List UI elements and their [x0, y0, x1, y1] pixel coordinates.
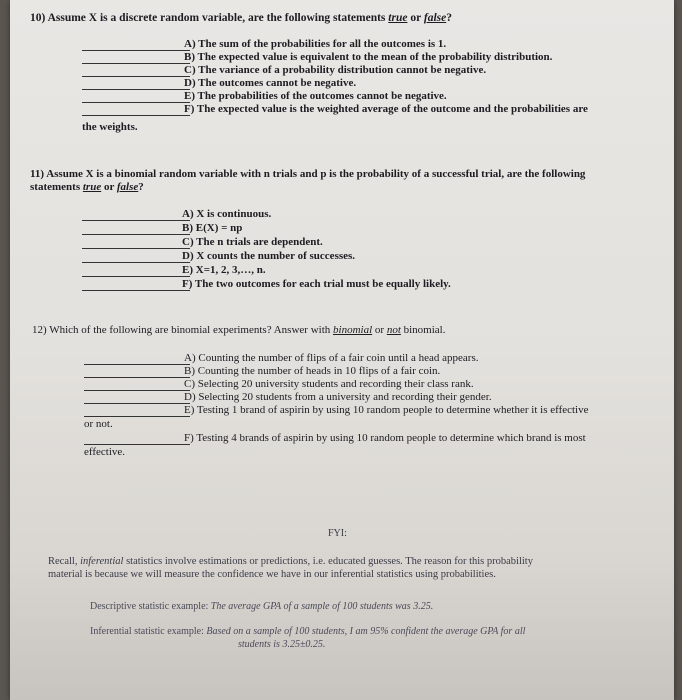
- answer-blank-10a[interactable]: [82, 50, 190, 51]
- option-10f-continuation: the weights.: [82, 121, 138, 133]
- option-10b: B) The expected value is equivalent to the mean of the probability distribution.: [184, 51, 553, 63]
- option-12e: E) Testing 1 brand of aspirin by using 10 random people to determine whether it is effective: [184, 404, 589, 416]
- recall-text: statistics involve estimations or predictions, i.e. educated guesses. The reason for this probability: [123, 556, 533, 567]
- statements-word: statements: [30, 181, 83, 193]
- or-word: or: [372, 324, 387, 336]
- inferential-text: Based on a sample of 100 students, I am 95% confident the average GPA for all: [206, 626, 526, 637]
- option-11b: B) E(X) = np: [182, 222, 243, 234]
- true-word: true: [388, 12, 408, 24]
- option-10d: D) The outcomes cannot be negative.: [184, 77, 357, 89]
- not-word: not: [386, 324, 401, 336]
- binomial-word-end: binomial.: [400, 324, 446, 336]
- inferential-label: Inferential statistic example:: [90, 626, 204, 637]
- descriptive-example: [90, 601, 433, 612]
- question-10-text: 10) Assume X is a discrete random variable, are the following statements: [30, 12, 389, 24]
- question-12-title: [32, 324, 445, 336]
- question-11-title-line2: [30, 181, 144, 193]
- option-12f: F) Testing 4 brands of aspirin by using 10 random people to determine which brand is most: [184, 432, 586, 444]
- question-11-title-line1: 11) Assume X is a binomial random variable with n trials and p is the probability of a successful trial, are the following: [30, 168, 586, 180]
- fyi-heading: FYI:: [328, 528, 347, 539]
- answer-blank-12b[interactable]: [84, 377, 190, 378]
- false-word: false: [423, 12, 447, 24]
- answer-blank-12e[interactable]: [84, 416, 190, 417]
- inferential-example: [90, 626, 525, 637]
- answer-blank-10f[interactable]: [82, 115, 190, 116]
- inferential-text-line2: students is 3.25±0.25.: [238, 639, 326, 650]
- option-12c: C) Selecting 20 university students and recording their class rank.: [184, 378, 474, 390]
- or-word: or: [407, 12, 424, 24]
- answer-blank-11a[interactable]: [82, 220, 190, 221]
- question-mark: ?: [138, 181, 144, 193]
- answer-blank-11f[interactable]: [82, 290, 190, 291]
- recall-word: Recall,: [48, 556, 81, 567]
- answer-blank-11e[interactable]: [82, 276, 190, 277]
- false-word: false: [116, 181, 139, 193]
- option-10e: E) The probabilities of the outcomes cannot be negative.: [184, 90, 447, 102]
- answer-blank-10e[interactable]: [82, 102, 190, 103]
- option-11f: F) The two outcomes for each trial must be equally likely.: [182, 278, 451, 290]
- option-12a: A) Counting the number of flips of a fair coin until a head appears.: [184, 352, 479, 364]
- answer-blank-12c[interactable]: [84, 390, 190, 391]
- answer-blank-11c[interactable]: [82, 248, 190, 249]
- answer-blank-11b[interactable]: [82, 234, 190, 235]
- option-11d: D) X counts the number of successes.: [182, 250, 356, 262]
- option-11e: E) X=1, 2, 3,…, n.: [182, 264, 266, 276]
- true-word: true: [82, 181, 102, 193]
- question-mark: ?: [446, 12, 452, 24]
- answer-blank-10d[interactable]: [82, 89, 190, 90]
- option-12f-continuation: effective.: [84, 446, 126, 458]
- descriptive-label: Descriptive statistic example:: [90, 601, 209, 612]
- or-word: or: [101, 181, 117, 193]
- option-10a: A) The sum of the probabilities for all the outcomes is 1.: [184, 38, 447, 50]
- answer-blank-11d[interactable]: [82, 262, 190, 263]
- answer-blank-10c[interactable]: [82, 76, 190, 77]
- binomial-word: binomial: [333, 324, 373, 336]
- option-12b: B) Counting the number of heads in 10 flips of a fair coin.: [184, 365, 441, 377]
- fyi-recall-line2: material is because we will measure the confidence we have in our inferential statistics using probabilities.: [48, 569, 496, 580]
- inferential-word: inferential: [80, 556, 124, 567]
- question-12-text: 12) Which of the following are binomial experiments? Answer with: [32, 324, 334, 336]
- answer-blank-12a[interactable]: [84, 364, 190, 365]
- answer-blank-12f[interactable]: [84, 444, 190, 445]
- descriptive-text: The average GPA of a sample of 100 students was 3.25.: [210, 601, 434, 612]
- option-12e-continuation: or not.: [84, 418, 113, 430]
- option-10f: F) The expected value is the weighted average of the outcome and the probabilities are: [184, 103, 588, 115]
- worksheet-page: [10, 0, 674, 700]
- answer-blank-10b[interactable]: [82, 63, 190, 64]
- question-10-title: [30, 12, 452, 24]
- option-12d: D) Selecting 20 students from a university and recording their gender.: [184, 391, 492, 403]
- option-11c: C) The n trials are dependent.: [182, 236, 323, 248]
- option-11a: A) X is continuous.: [182, 208, 272, 220]
- fyi-recall-line1: [48, 556, 533, 567]
- answer-blank-12d[interactable]: [84, 403, 190, 404]
- option-10c: C) The variance of a probability distribution cannot be negative.: [184, 64, 487, 76]
